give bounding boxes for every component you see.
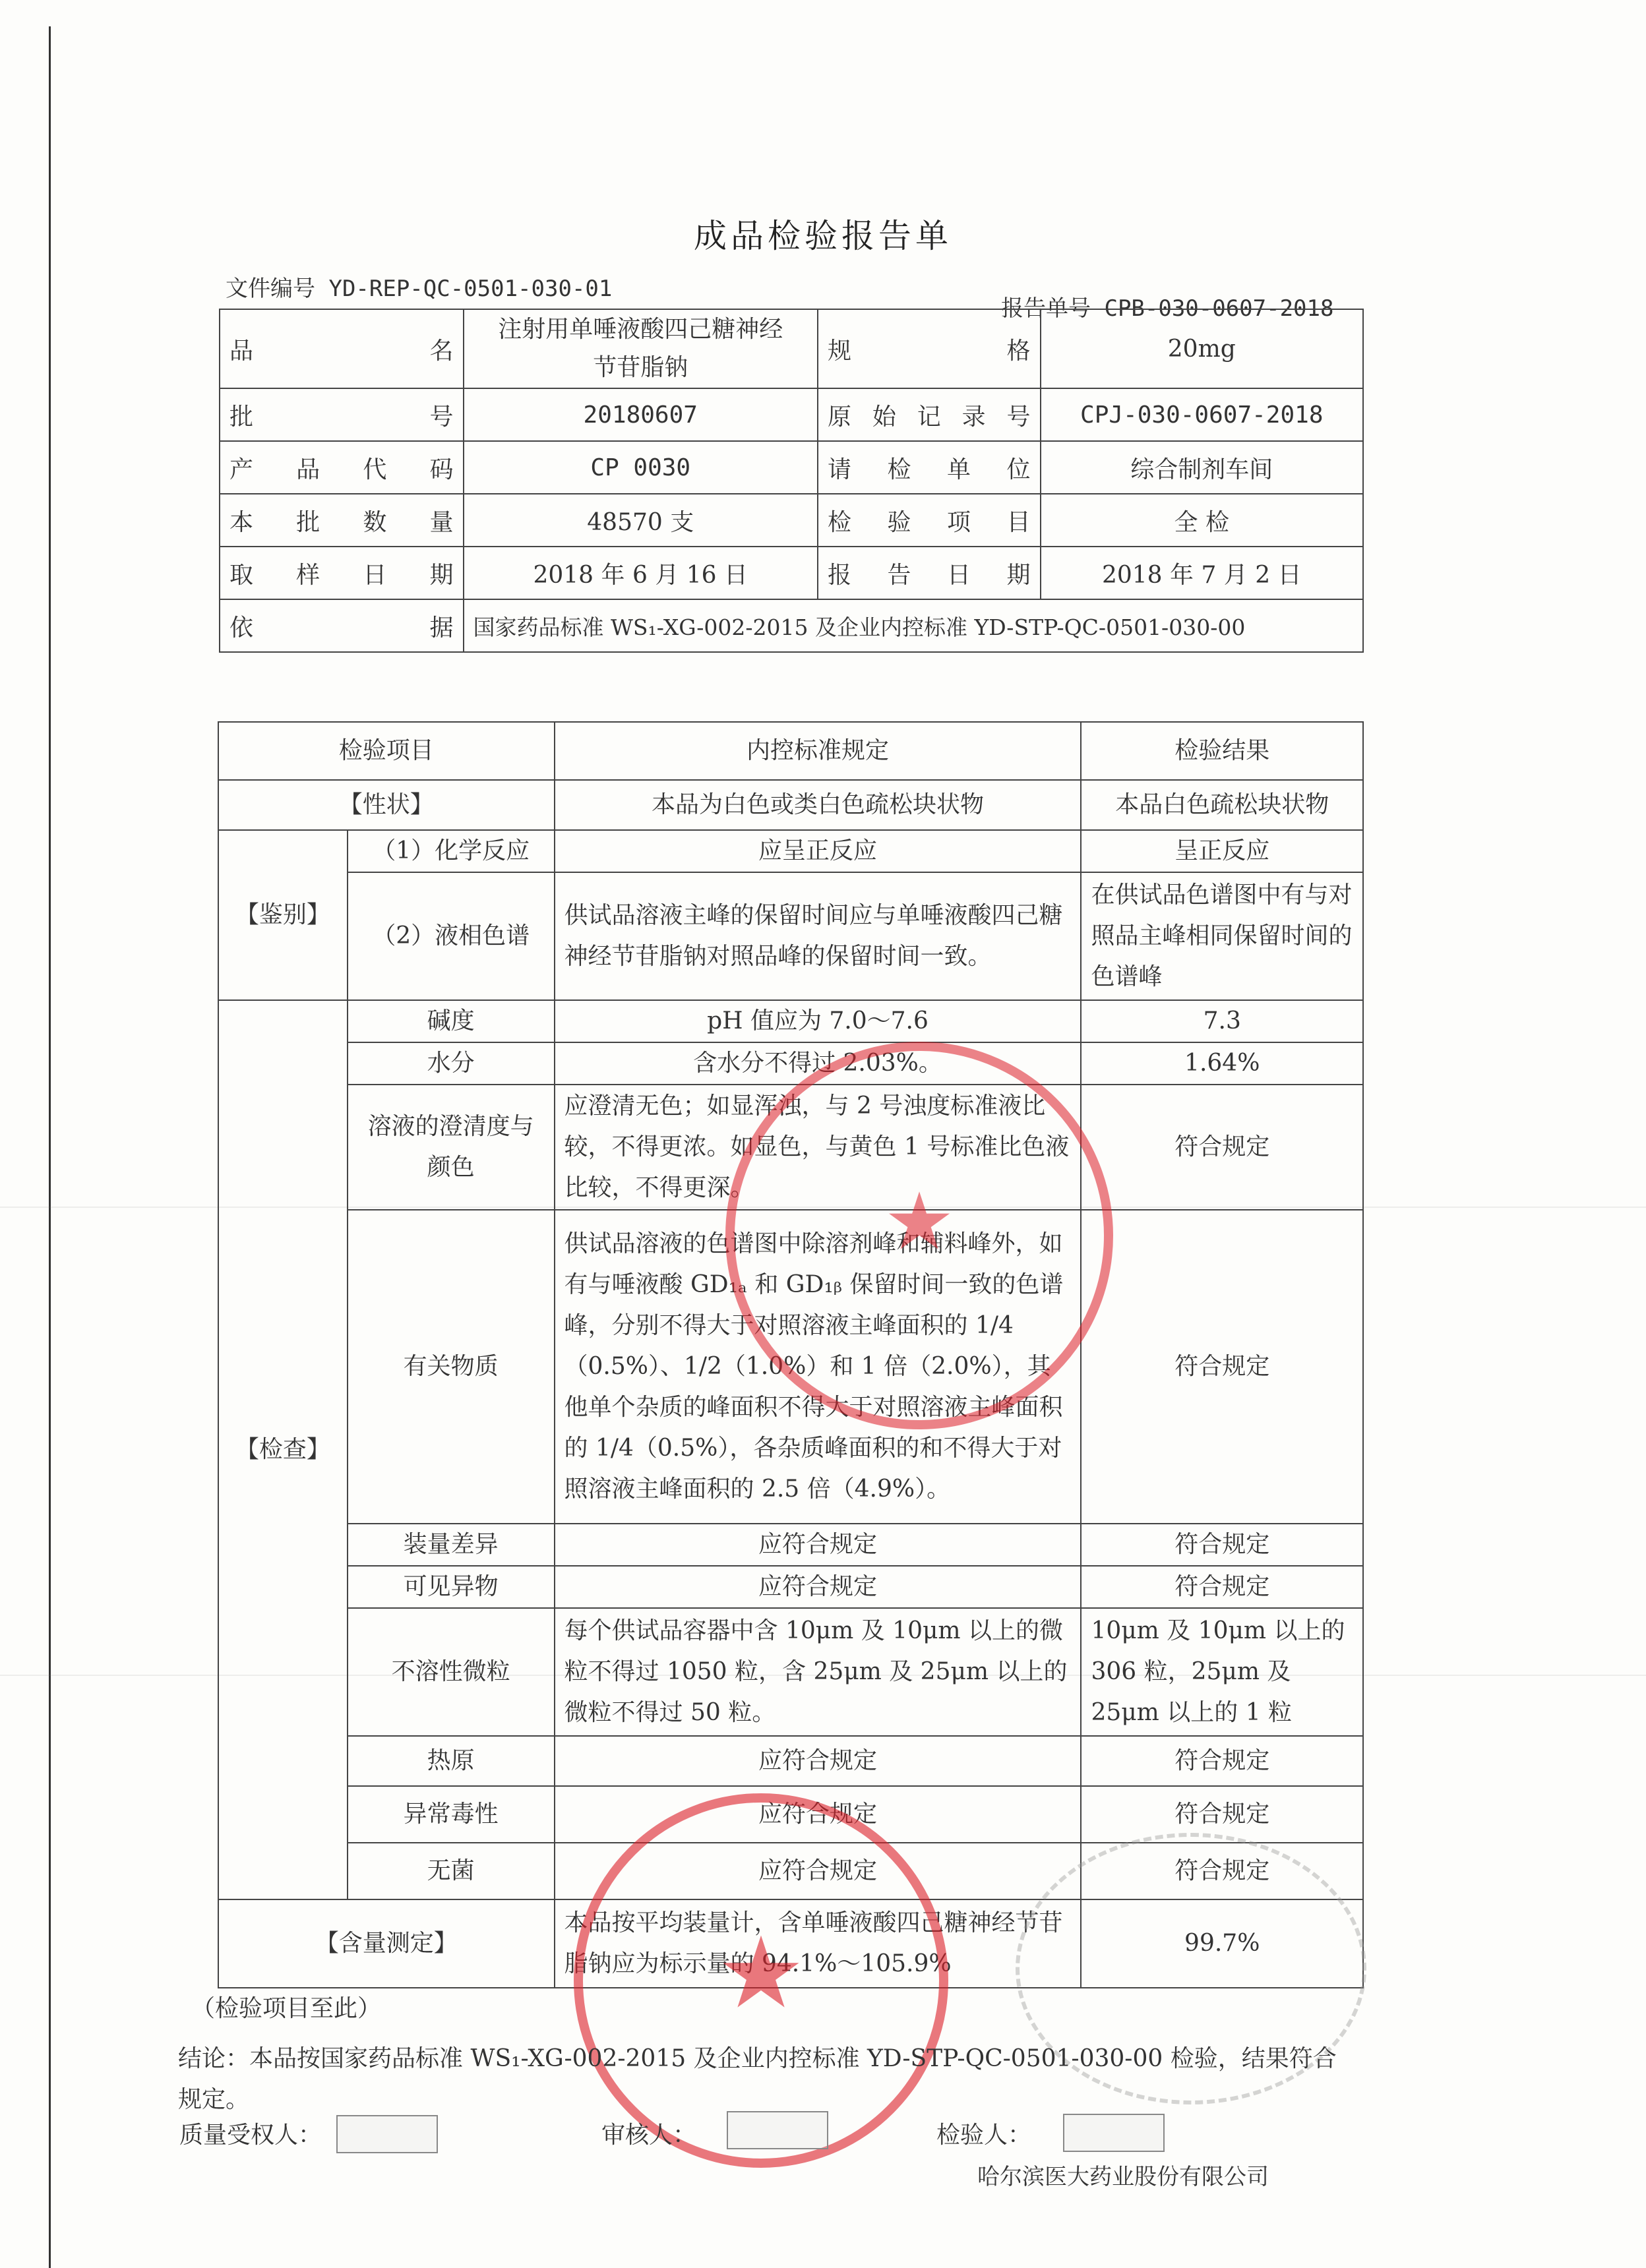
report-date-label: 报告日期 (818, 547, 1041, 599)
company-name: 哈尔滨医大药业股份有限公司 (977, 2164, 1269, 2190)
table-row-result: 在供试品色谱图中有与对照品主峰相同保留时间的色谱峰 (1081, 872, 1363, 1000)
reviewer-signature-box (727, 2111, 828, 2149)
svg-text:★: ★ (716, 1916, 806, 2031)
batch-value: 20180607 (464, 388, 818, 441)
table-row-standard: 每个供试品容器中含 10μm 及 10μm 以上的微粒不得过 1050 粒，含 25μm 及 25μm 以上的微粒不得过 50 粒。 (555, 1608, 1082, 1736)
header-item: 检验项目 (218, 722, 555, 780)
table-row-standard: 供试品溶液的色谱图中除溶剂峰和辅料峰外，如有与唾液酸 GD₁ₐ 和 GD₁ᵦ 保留时间一致的色谱峰，分别不得大于对照溶液主峰面积的 1/4（0.5%）、1/2（1.0%）和 1 倍（2.0%），其他单个杂质的峰面积不得大于对照溶液主峰面积的 1/4（0.5%），各杂质峰面积的和不得大于对照溶液主峰面积的 2.5 倍（4.9%）。 (555, 1210, 1082, 1524)
table-row-result: 1.64% (1081, 1042, 1363, 1085)
checks-group: 【检查】 (218, 1000, 348, 1899)
batch-label: 批号 (220, 388, 464, 441)
svg-text:★: ★ (884, 1176, 955, 1268)
appearance-group: 【性状】 (218, 780, 555, 830)
table-row-standard: 含水分不得过 2.03%。 (555, 1042, 1082, 1085)
doc-number: 文件编号 YD-REP-QC-0501-030-01 (226, 276, 613, 302)
basis-value: 国家药品标准 WS₁-XG-002-2015 及企业内控标准 YD-STP-QC-0501-030-00 (464, 599, 1363, 652)
table-row-standard: 应符合规定 (555, 1524, 1082, 1566)
product-info-table (219, 309, 1364, 653)
identification-group: 【鉴别】 (218, 830, 348, 1000)
table-row-item: 热原 (348, 1736, 555, 1786)
record-value: CPJ-030-0607-2018 (1041, 388, 1363, 441)
basis-label: 依据 (220, 599, 464, 652)
table-row-result: 符合规定 (1081, 1736, 1363, 1786)
table-row-standard: 应澄清无色；如显浑浊，与 2 号浊度标准液比较，不得更浓。如显色，与黄色 1 号标准比色液比较，不得更深。 (555, 1085, 1082, 1210)
sample-date-label: 取样日期 (220, 547, 464, 599)
document-title: 成品检验报告单 (694, 217, 952, 255)
requester-label: 请检单位 (818, 441, 1041, 494)
report-number: 报告单号 CPB-030-0607-2018 (1001, 295, 1334, 322)
table-row-standard: 应符合规定 (555, 1843, 1082, 1899)
company-seal-stamp (725, 1042, 1113, 1429)
table-row-standard: 供试品溶液主峰的保留时间应与单唾液酸四己糖神经节苷脂钠对照品峰的保留时间一致。 (555, 872, 1082, 1000)
table-row-standard: 应符合规定 (555, 1736, 1082, 1786)
table-row-item: 不溶性微粒 (348, 1608, 555, 1736)
table-row-item: 可见异物 (348, 1566, 555, 1608)
table-row-item: （2）液相色谱 (348, 872, 555, 1000)
table-row-result: 10μm 及 10μm 以上的 306 粒，25μm 及 25μm 以上的 1 粒 (1081, 1608, 1363, 1736)
table-row-item: 装量差异 (348, 1524, 555, 1566)
table-row-item: （1）化学反应 (348, 830, 555, 872)
quantity-label: 本批数量 (220, 494, 464, 547)
table-row-standard: 应符合规定 (555, 1786, 1082, 1843)
items-label: 检验项目 (818, 494, 1041, 547)
code-label: 产品代码 (220, 441, 464, 494)
table-row-result: 符合规定 (1081, 1786, 1363, 1843)
table-row-result: 呈正反应 (1081, 830, 1363, 872)
inspector-signature-label: 检验人： (936, 2122, 1032, 2149)
table-row-result: 符合规定 (1081, 1085, 1363, 1210)
header-result: 检验结果 (1081, 722, 1363, 780)
header-standard: 内控标准规定 (555, 722, 1082, 780)
table-row-result: 符合规定 (1081, 1566, 1363, 1608)
table-row-item: 异常毒性 (348, 1786, 555, 1843)
record-label: 原始记录号 (818, 388, 1041, 441)
appearance-result: 本品白色疏松块状物 (1081, 780, 1363, 830)
page-border-line (49, 26, 51, 2268)
qa-signature-box (336, 2115, 438, 2153)
table-row-result: 符合规定 (1081, 1524, 1363, 1566)
table-row-result: 符合规定 (1081, 1210, 1363, 1524)
table-row-result: 7.3 (1081, 1000, 1363, 1042)
sample-date-value: 2018 年 6 月 16 日 (464, 547, 818, 599)
quantity-value: 48570 支 (464, 494, 818, 547)
table-row-item: 水分 (348, 1042, 555, 1085)
table-row-standard: 应符合规定 (555, 1566, 1082, 1608)
assay-group: 【含量测定】 (218, 1899, 555, 1988)
requester-value: 综合制剂车间 (1041, 441, 1363, 494)
assay-result: 99.7% (1081, 1899, 1363, 1988)
items-value: 全 检 (1041, 494, 1363, 547)
table-row-item: 有关物质 (348, 1210, 555, 1524)
assay-standard: 本品按平均装量计，含单唾液酸四己糖神经节苷脂钠应为标示量的 94.1%～105.9% (555, 1899, 1082, 1988)
product-name-label: 品名 (220, 309, 464, 388)
spec-label: 规格 (818, 309, 1041, 388)
report-date-value: 2018 年 7 月 2 日 (1041, 547, 1363, 599)
product-name: 注射用单唾液酸四己糖神经节苷脂钠 (464, 309, 818, 388)
appearance-standard: 本品为白色或类白色疏松块状物 (555, 780, 1082, 830)
table-row-item: 无菌 (348, 1843, 555, 1899)
end-note: （检验项目至此） (191, 1995, 382, 2022)
table-row-item: 溶液的澄清度与颜色 (348, 1085, 555, 1210)
table-row-standard: 应呈正反应 (555, 830, 1082, 872)
table-row-result: 符合规定 (1081, 1843, 1363, 1899)
table-row-standard: pH 值应为 7.0～7.6 (555, 1000, 1082, 1042)
conclusion: 结论：本品按国家药品标准 WS₁-XG-002-2015 及企业内控标准 YD-STP-QC-0501-030-00 检验，结果符合规定。 (178, 2045, 1337, 2113)
spec-value: 20mg (1041, 309, 1363, 388)
qa-signature-label: 质量受权人： (179, 2122, 322, 2149)
inspector-signature-box (1063, 2114, 1165, 2152)
code-value: CP 0030 (464, 441, 818, 494)
table-row-item: 碱度 (348, 1000, 555, 1042)
reviewer-signature-label: 审核人： (601, 2122, 697, 2149)
